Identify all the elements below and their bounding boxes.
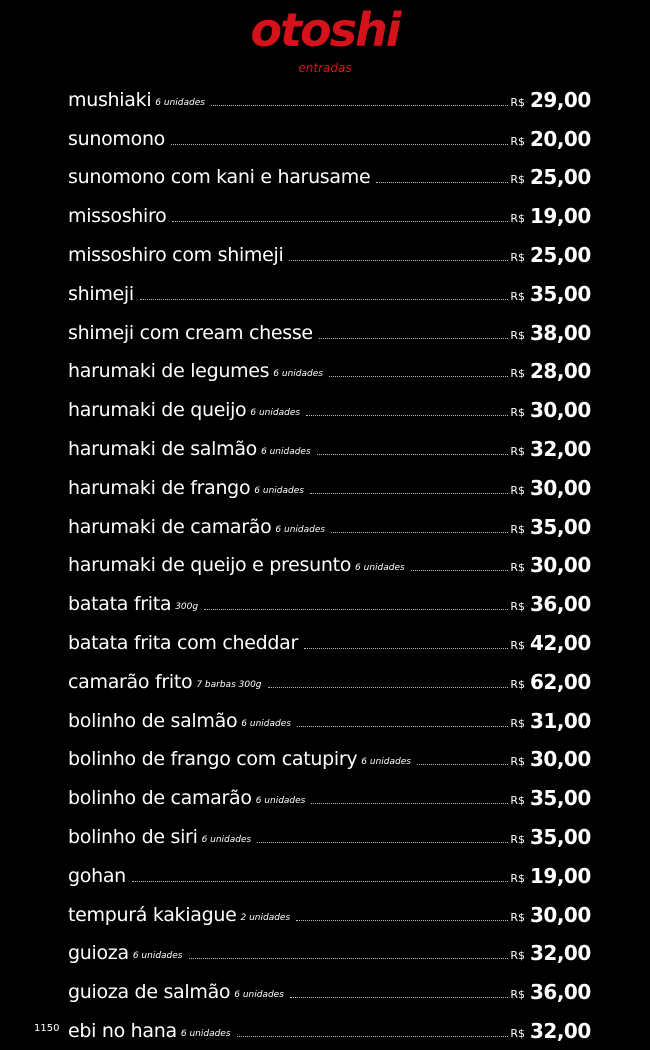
- menu-item: [68, 119, 592, 158]
- menu-item: [68, 701, 592, 740]
- dot-leader: [297, 726, 508, 727]
- currency-label: R$: [510, 755, 525, 769]
- menu-item: [68, 429, 592, 468]
- item-name: missoshiro com shimeji: [68, 243, 284, 266]
- menu-item: [68, 196, 592, 235]
- item-quantity: 6 unidades: [261, 446, 311, 457]
- item-price: 36,00: [530, 980, 591, 1005]
- item-price: 19,00: [530, 863, 591, 888]
- currency-label: R$: [510, 444, 525, 458]
- currency-label: R$: [510, 832, 525, 846]
- currency-label: R$: [510, 716, 525, 730]
- dot-leader: [319, 338, 509, 339]
- dot-leader: [417, 764, 508, 765]
- item-quantity: 6 unidades: [241, 718, 291, 729]
- currency-label: R$: [510, 561, 525, 575]
- currency-label: R$: [510, 134, 525, 148]
- item-name: harumaki de legumes: [68, 360, 270, 383]
- menu-item: [68, 390, 592, 429]
- currency-label: R$: [510, 949, 525, 963]
- item-price: 35,00: [530, 514, 591, 539]
- menu-header: [0, 0, 650, 80]
- dot-leader: [411, 570, 509, 571]
- item-name: missoshiro: [68, 205, 167, 228]
- menu-item: [68, 507, 592, 546]
- currency-label: R$: [510, 522, 525, 536]
- menu-list: [68, 80, 592, 1050]
- item-quantity: 6 unidades: [255, 796, 306, 807]
- item-price: 35,00: [530, 824, 591, 849]
- menu-item: [68, 972, 592, 1011]
- item-name: camarão frito: [68, 670, 193, 693]
- item-price: 35,00: [530, 281, 591, 306]
- menu-item: [68, 817, 592, 856]
- item-name: sunomono com kani e harusame: [68, 166, 371, 189]
- dot-leader: [317, 454, 509, 455]
- menu-item: [68, 313, 592, 352]
- item-name: gohan: [68, 864, 126, 887]
- item-name: tempurá kakiague: [68, 903, 237, 926]
- item-name: sunomono: [68, 127, 166, 150]
- item-price: 31,00: [530, 708, 591, 733]
- item-name: mushiaki: [68, 88, 152, 111]
- item-price: 36,00: [530, 592, 591, 617]
- item-name: harumaki de salmão: [68, 437, 257, 460]
- item-quantity: 6 unidades: [355, 563, 405, 574]
- menu-item: [68, 546, 592, 585]
- item-name: harumaki de frango: [68, 476, 251, 499]
- menu-item: [68, 468, 592, 507]
- item-name: shimeji: [68, 282, 134, 305]
- item-price: 30,00: [530, 475, 591, 500]
- menu-item: [68, 352, 592, 391]
- item-quantity: 6 unidades: [132, 951, 183, 962]
- item-price: 38,00: [530, 320, 591, 345]
- menu-item: [68, 895, 592, 934]
- item-price: 28,00: [530, 359, 591, 384]
- item-price: 32,00: [530, 1018, 591, 1043]
- currency-label: R$: [510, 677, 525, 691]
- item-price: 62,00: [530, 669, 591, 694]
- currency-label: R$: [510, 910, 525, 924]
- dot-leader: [172, 221, 508, 222]
- currency-label: R$: [510, 1026, 525, 1040]
- brand-logo: otoshi: [250, 3, 400, 57]
- currency-label: R$: [510, 600, 525, 614]
- dot-leader: [296, 920, 508, 921]
- dot-leader: [331, 532, 508, 533]
- item-price: 25,00: [530, 165, 591, 190]
- item-quantity: 6 unidades: [155, 97, 205, 108]
- currency-label: R$: [510, 483, 525, 497]
- item-name: bolinho de salmão: [68, 709, 238, 732]
- menu-item: [68, 740, 592, 779]
- item-quantity: 6 unidades: [361, 757, 411, 768]
- item-price: 19,00: [530, 204, 591, 229]
- dot-leader: [171, 144, 508, 145]
- dot-leader: [189, 958, 509, 959]
- currency-label: R$: [510, 328, 525, 342]
- item-quantity: 6 unidades: [234, 990, 284, 1001]
- currency-label: R$: [510, 95, 525, 109]
- item-quantity: 6 unidades: [180, 1028, 231, 1039]
- menu-item: [68, 623, 592, 662]
- dot-leader: [310, 493, 508, 494]
- item-quantity: 2 unidades: [240, 912, 291, 923]
- currency-label: R$: [510, 173, 525, 187]
- dot-leader: [237, 1036, 509, 1037]
- item-price: 35,00: [530, 786, 591, 811]
- menu-item: [68, 1011, 592, 1050]
- dot-leader: [132, 881, 508, 882]
- currency-label: R$: [510, 638, 525, 652]
- item-name: bolinho de frango com catupiry: [68, 748, 358, 771]
- dot-leader: [257, 842, 508, 843]
- dot-leader: [306, 415, 508, 416]
- menu-item: [68, 934, 592, 973]
- dot-leader: [204, 609, 508, 610]
- item-price: 30,00: [530, 398, 591, 423]
- section-title: entradas: [298, 61, 352, 75]
- item-quantity: 6 unidades: [273, 369, 323, 380]
- page-number: 1150: [34, 1023, 60, 1034]
- item-name: bolinho de siri: [68, 825, 198, 848]
- dot-leader: [311, 803, 508, 804]
- dot-leader: [329, 376, 508, 377]
- item-price: 25,00: [530, 242, 591, 267]
- item-price: 30,00: [530, 747, 591, 772]
- item-quantity: 300g: [175, 602, 199, 613]
- dot-leader: [140, 299, 508, 300]
- item-name: bolinho de camarão: [68, 787, 252, 810]
- currency-label: R$: [510, 406, 525, 420]
- currency-label: R$: [510, 212, 525, 226]
- item-price: 32,00: [530, 941, 591, 966]
- item-name: batata frita com cheddar: [68, 631, 299, 654]
- item-name: batata frita: [68, 593, 172, 616]
- currency-label: R$: [510, 988, 525, 1002]
- item-price: 42,00: [530, 630, 591, 655]
- item-name: shimeji com cream chesse: [68, 321, 313, 344]
- item-name: harumaki de camarão: [68, 515, 272, 538]
- currency-label: R$: [510, 871, 525, 885]
- menu-item: [68, 778, 592, 817]
- dot-leader: [289, 260, 508, 261]
- item-price: 29,00: [530, 87, 591, 112]
- menu-item: [68, 274, 592, 313]
- item-name: harumaki de queijo: [68, 399, 247, 422]
- menu-item: [68, 235, 592, 274]
- item-price: 30,00: [530, 902, 591, 927]
- item-name: guioza: [68, 942, 129, 965]
- item-name: ebi no hana: [68, 1019, 177, 1042]
- item-quantity: 6 unidades: [201, 834, 252, 845]
- item-price: 32,00: [530, 436, 591, 461]
- currency-label: R$: [510, 289, 525, 303]
- dot-leader: [268, 687, 509, 688]
- item-price: 30,00: [530, 553, 591, 578]
- menu-item: [68, 662, 592, 701]
- item-quantity: 6 unidades: [254, 485, 304, 496]
- item-name: guioza de salmão: [68, 981, 231, 1004]
- item-quantity: 7 barbas 300g: [196, 679, 262, 690]
- item-price: 20,00: [530, 126, 591, 151]
- dot-leader: [376, 182, 508, 183]
- currency-label: R$: [510, 794, 525, 808]
- menu-item: [68, 856, 592, 895]
- item-quantity: 6 unidades: [250, 408, 301, 419]
- item-name: harumaki de queijo e presunto: [68, 554, 352, 577]
- currency-label: R$: [510, 250, 525, 264]
- dot-leader: [304, 648, 508, 649]
- item-quantity: 6 unidades: [275, 524, 326, 535]
- menu-item: [68, 158, 592, 197]
- dot-leader: [211, 105, 508, 106]
- currency-label: R$: [510, 367, 525, 381]
- dot-leader: [290, 997, 508, 998]
- menu-item: [68, 80, 592, 119]
- menu-item: [68, 584, 592, 623]
